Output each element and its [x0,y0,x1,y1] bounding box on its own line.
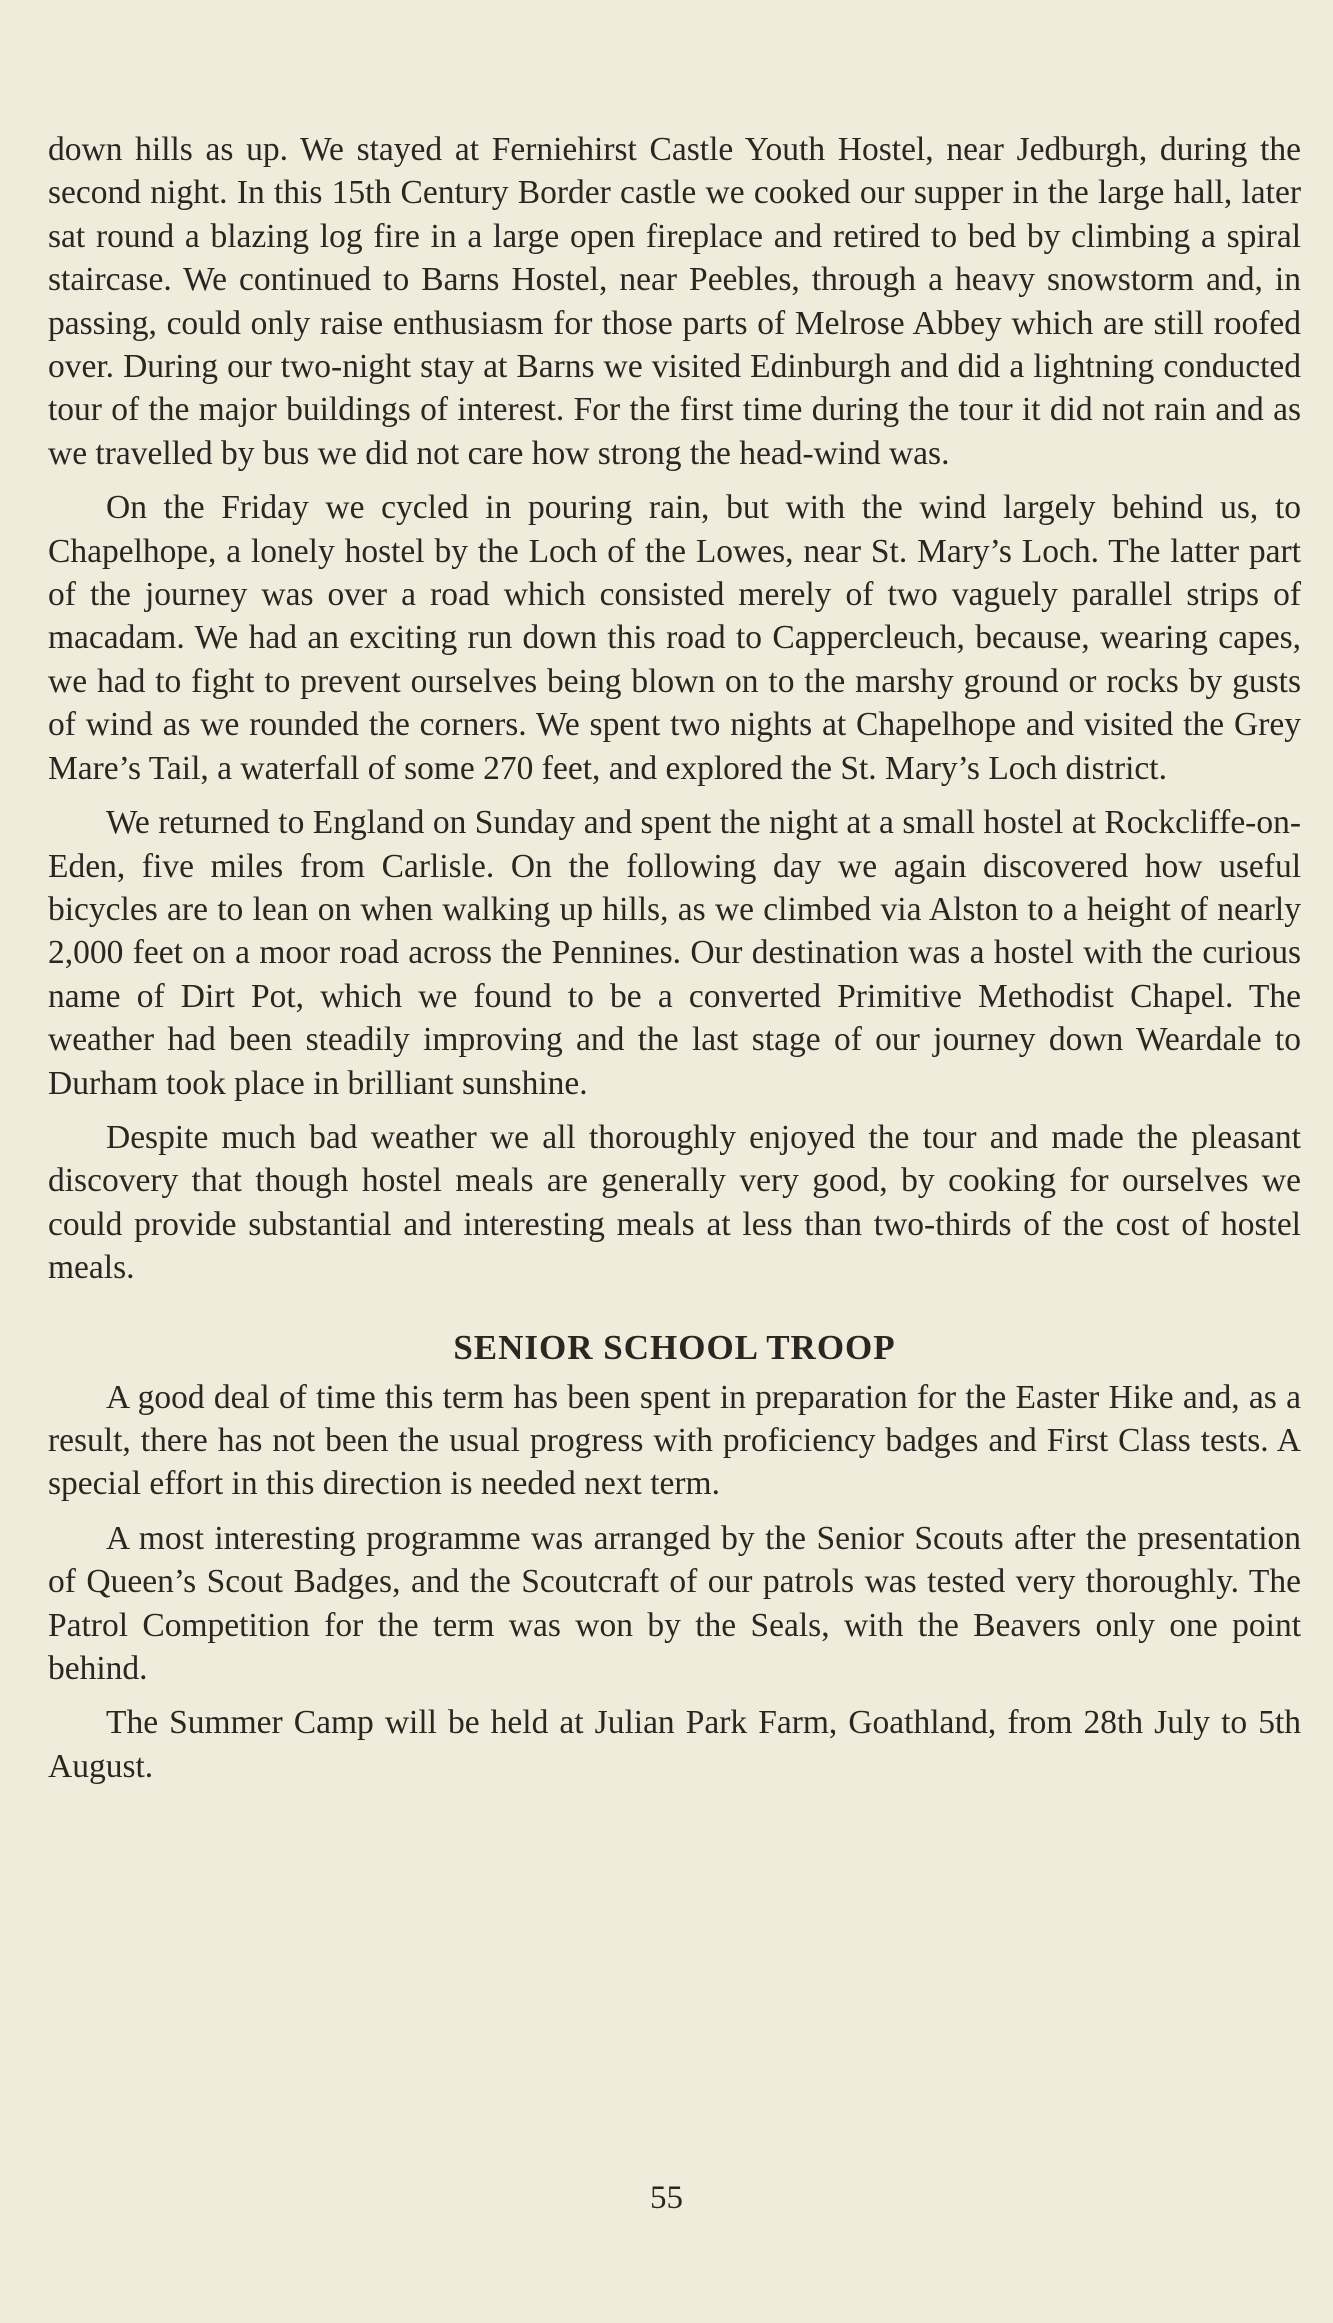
paragraph-despite-weather: Despite much bad weather we all thoroughly enjoyed the tour and made the pleasant discovery that though hostel meals are generally very good, by cooking for ourselves we could provide substantial and interesting meals at less than two-thirds of the cost of hostel meals. [48,1118,1301,1287]
page-body [48,128,1301,1799]
paragraph-return-england: We returned to England on Sunday and spent the night at a small hostel at Rockcliffe-on-Eden, five miles from Carlisle. On the following day we again discovered how useful bicycles are to lean on when walking up hills, as we climbed via Alston to a height of nearly 2,000 feet on a moor road across the Pennines. Our destination was a hostel with the curious name of Dirt Pot, which we found to be a converted Primitive Methodist Chapel. The weather had been steadily improving and the last stage of our journey down Weardale to Durham took place in brilliant sunshine. [48,804,1301,1102]
paragraph-easter-hike: A good deal of time this term has been spent in preparation for the Easter Hike and, as a result, there has not been the usual progress with proficiency badges and First Class tests. A special effort in this direction is needed next term. [48,1378,1301,1503]
paragraph-summer-camp: The Summer Camp will be held at Julian Park Farm, Goathland, from 28th July to 5th August. [48,1704,1301,1785]
section-heading: SENIOR SCHOOL TROOP [453,1327,896,1367]
paragraph-chapelhope: On the Friday we cycled in pouring rain, but with the wind largely behind us, to Chapelhope, a lonely hostel by the Loch of the Lowes, near St. Mary’s Loch. The latter part of the journey was over a road which consisted merely of two vaguely parallel strips of macadam. We had an exciting run down this road to Cappercleuch, because, wearing capes, we had to fight to prevent ourselves being blown on to the marshy ground or rocks by gusts of wind as we rounded the corners. We spent two nights at Chapelhope and visited the Grey Mare’s Tail, a waterfall of some 270 feet, and explored the St. Mary’s Loch district. [48,489,1301,787]
paragraph-ferniehirst: down hills as up. We stayed at Ferniehirst Castle Youth Hostel, near Jedburgh, during the second night. In this 15th Century Border castle we cooked our supper in the large hall, later sat round a blazing log fire in a large open fireplace and retired to bed by climbing a spiral staircase. We continued to Barns Hostel, near Peebles, through a heavy snowstorm and, in passing, could only raise enthusiasm for those parts of Melrose Abbey which are still roofed over. During our two-night stay at Barns we visited Edinburgh and did a lightning conducted tour of the major buildings of interest. For the first time during the tour it did not rain and as we travelled by bus we did not care how strong the head-wind was. [48,131,1301,472]
paragraph-programme: A most interesting programme was arranged by the Senior Scouts after the presentation of Queen’s Scout Badges, and the Scoutcraft of our patrols was tested very thoroughly. The Patrol Competition for the term was won by the Seals, with the Beavers only one point behind. [48,1519,1301,1687]
page-number: 55 [650,2180,683,2216]
